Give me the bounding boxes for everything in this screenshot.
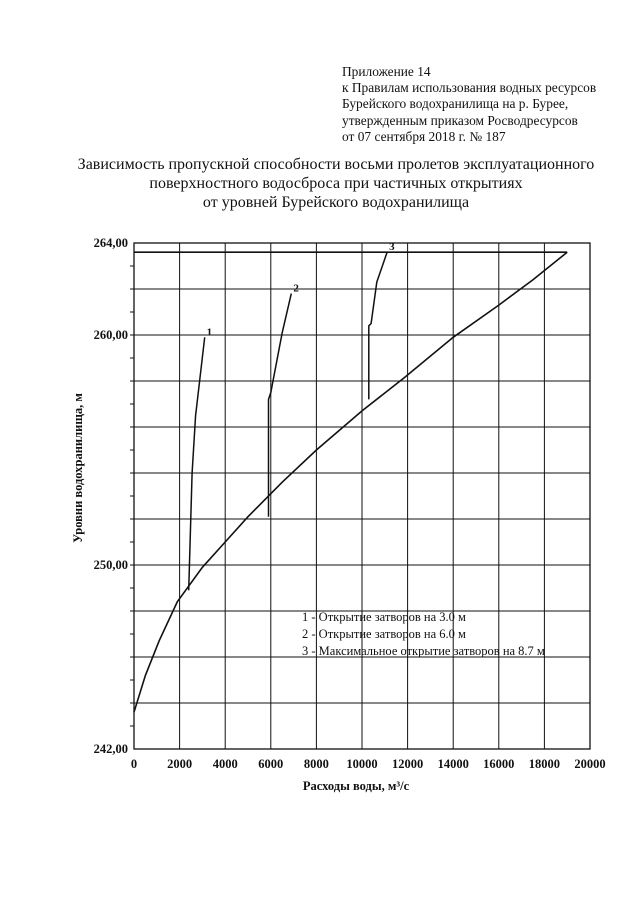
series-label-3: 3 — [389, 241, 395, 254]
curves — [134, 241, 567, 712]
legend-entry: 1 - Открытие затворов на 3.0 м — [302, 610, 466, 624]
x-tick-label: 18000 — [528, 757, 561, 771]
appendix-line-5: от 07 сентября 2018 г. № 187 — [342, 128, 506, 144]
legend-entry: 2 - Открытие затворов на 6.0 м — [302, 627, 466, 641]
x-tick-label: 4000 — [212, 757, 238, 771]
appendix-line-3: Бурейского водохранилища на р. Бурее, — [342, 96, 569, 112]
appendix-line-4: утвержденным приказом Росводресурсов — [342, 112, 578, 128]
y-tick-label: 242,00 — [93, 742, 128, 756]
series-label-2: 2 — [293, 282, 299, 295]
legend-entry: 3 - Максимальное открытие затворов на 8.7 м — [302, 644, 545, 658]
x-tick-label: 2000 — [167, 757, 193, 771]
x-tick-label: 20000 — [574, 757, 606, 771]
x-tick-label: 8000 — [303, 757, 329, 771]
y-tick-label: 250,00 — [93, 558, 128, 572]
tick-labels — [94, 236, 606, 771]
series-line-3 — [369, 252, 387, 399]
x-tick-label: 12000 — [391, 757, 424, 771]
appendix-line-1: Приложение 14 — [342, 64, 431, 79]
y-tick-label: 264,00 — [93, 236, 128, 250]
x-tick-label: 6000 — [258, 757, 284, 771]
x-tick-label: 16000 — [483, 757, 515, 771]
x-axis-label: Расходы воды, м³/с — [302, 779, 410, 793]
series-line-1 — [189, 337, 205, 590]
y-tick-label: 260,00 — [93, 328, 128, 342]
y-axis-label: Уровни водохранилища, м — [71, 393, 85, 543]
title-line-3: от уровней Бурейского водохранилища — [202, 194, 470, 211]
title-line-2: поверхностного водосброса при частичных открытиях — [149, 175, 523, 192]
grid — [130, 243, 590, 749]
x-tick-label: 14000 — [437, 757, 469, 771]
series-label-1: 1 — [206, 326, 213, 339]
x-tick-label: 10000 — [346, 757, 378, 771]
series-line-2 — [269, 294, 292, 517]
title-line-1: Зависимость пропускной способности восьми пролетов эксплуатационного — [77, 156, 595, 173]
x-tick-label: 0 — [130, 757, 138, 771]
appendix-line-2: к Правилам использования водных ресурсов — [342, 80, 597, 96]
legend — [302, 610, 545, 658]
